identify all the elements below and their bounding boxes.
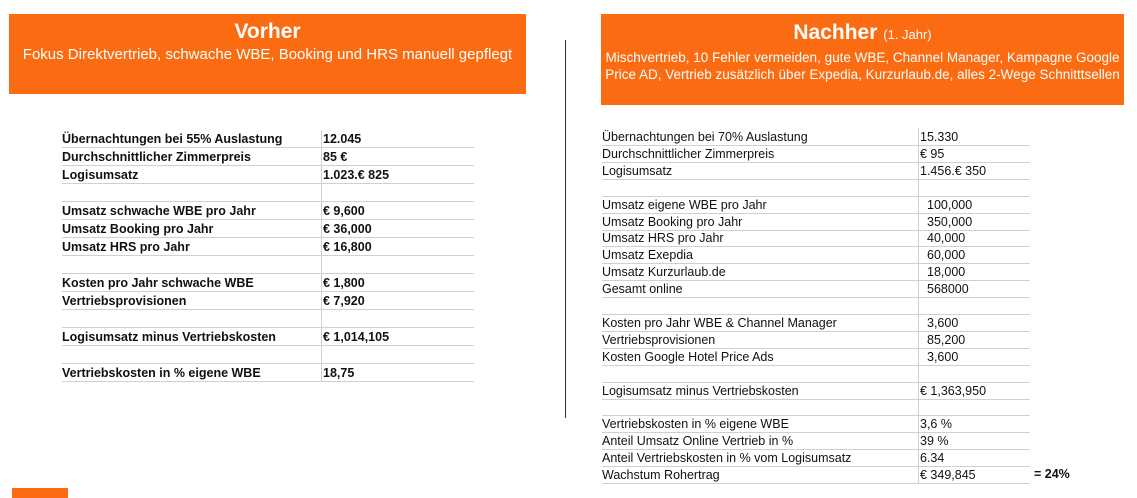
row-value: 350,000 <box>927 214 973 229</box>
row-label: Vertriebskosten in % eigene WBE <box>62 366 261 380</box>
before-banner <box>9 14 526 94</box>
after-banner <box>601 14 1124 105</box>
row-label: Umsatz schwache WBE pro Jahr <box>62 204 256 218</box>
row-label: Wachstum Rohertrag <box>602 468 720 482</box>
row-label: Umsatz Booking pro Jahr <box>62 222 214 236</box>
row-rule <box>62 381 474 382</box>
row-value: 39 % <box>920 434 949 449</box>
row-rule <box>62 255 474 256</box>
row-label: Logisumsatz <box>602 163 673 178</box>
row-value: 40,000 <box>927 231 966 246</box>
row-label: Durchschnittlicher Zimmerpreis <box>62 150 251 164</box>
row-rule <box>602 399 1030 400</box>
row-rule <box>602 365 1030 366</box>
row-value: 18,000 <box>927 265 966 280</box>
row-label: Logisumsatz minus Vertriebskosten <box>62 330 276 344</box>
after-title-line <box>601 21 1124 47</box>
row-label: Umsatz HRS pro Jahr <box>62 240 190 254</box>
row-value: € 95 <box>920 146 945 161</box>
row-label: Übernachtungen bei 70% Auslastung <box>602 130 808 144</box>
row-label: Umsatz eigene WBE pro Jahr <box>602 197 767 212</box>
row-value: 60,000 <box>927 248 966 263</box>
row-value: € 1,800 <box>323 276 365 290</box>
row-value: € 1,014,105 <box>323 330 390 344</box>
row-value: € 36,000 <box>323 222 372 236</box>
row-value: € 1,363,950 <box>920 383 987 398</box>
row-rule <box>602 483 1030 484</box>
row-rule <box>62 345 474 346</box>
row-rule <box>62 183 474 184</box>
growth-percentage: = 24% <box>1034 467 1070 481</box>
row-value: 3,6 % <box>920 417 952 432</box>
row-label: Umsatz Exepdia <box>602 248 694 263</box>
before-subtitle: Fokus Direktvertrieb, schwache WBE, Booking und HRS manuell gepflegt <box>22 46 513 63</box>
after-subtitle: Mischvertrieb, 10 Fehler vermeiden, gute WBE, Channel Manager, Kampagne Google Price AD, Vertrieb zusätzlich über Expedia, Kurzurlaub.de, alles 2-Wege Schnitttsellen <box>605 50 1120 82</box>
row-value: 85 € <box>323 150 348 164</box>
row-value: € 349,845 <box>920 468 976 482</box>
row-label: Umsatz HRS pro Jahr <box>602 231 724 246</box>
before-title: Vorher <box>234 20 301 43</box>
row-value: 1.456.€ 350 <box>920 163 987 178</box>
row-value: € 16,800 <box>323 240 372 254</box>
row-value: 1.023.€ 825 <box>323 168 390 182</box>
column-divider <box>565 40 566 418</box>
row-rule <box>62 309 474 310</box>
row-label: Anteil Vertriebskosten in % vom Logisumsatz <box>602 451 852 466</box>
row-label: Übernachtungen bei 55% Auslastung <box>62 132 283 146</box>
row-label: Logisumsatz <box>62 168 139 182</box>
row-label: Anteil Umsatz Online Vertrieb in % <box>602 434 794 449</box>
row-value: 568000 <box>927 282 969 297</box>
row-label: Umsatz Kurzurlaub.de <box>602 265 726 280</box>
row-value: 85,200 <box>927 332 966 347</box>
row-rule <box>602 179 1030 180</box>
row-value: 100,000 <box>927 197 973 212</box>
row-value: 3,600 <box>927 349 959 364</box>
corner-accent <box>12 488 68 498</box>
row-label: Kosten pro Jahr WBE & Channel Manager <box>602 315 837 330</box>
row-label: Vertriebsprovisionen <box>62 294 187 308</box>
row-label: Vertriebskosten in % eigene WBE <box>602 417 789 432</box>
row-value: € 9,600 <box>323 204 365 218</box>
after-title: Nachher <box>793 21 878 44</box>
row-value: 15.330 <box>920 130 959 144</box>
row-label: Kosten pro Jahr schwache WBE <box>62 276 254 290</box>
right-column-line <box>918 128 919 483</box>
row-label: Logisumsatz minus Vertriebskosten <box>602 383 799 398</box>
row-label: Durchschnittlicher Zimmerpreis <box>602 146 775 161</box>
row-value: 6.34 <box>920 451 945 466</box>
row-label: Kosten Google Hotel Price Ads <box>602 349 774 364</box>
row-label: Vertriebsprovisionen <box>602 332 716 347</box>
row-value: 3,600 <box>927 315 959 330</box>
row-label: Umsatz Booking pro Jahr <box>602 214 743 229</box>
row-value: € 7,920 <box>323 294 365 308</box>
row-value: 18,75 <box>323 366 355 380</box>
row-label: Gesamt online <box>602 282 683 297</box>
after-title-suffix: (1. Jahr) <box>883 27 932 42</box>
row-rule <box>602 297 1030 298</box>
row-value: 12.045 <box>323 132 362 146</box>
